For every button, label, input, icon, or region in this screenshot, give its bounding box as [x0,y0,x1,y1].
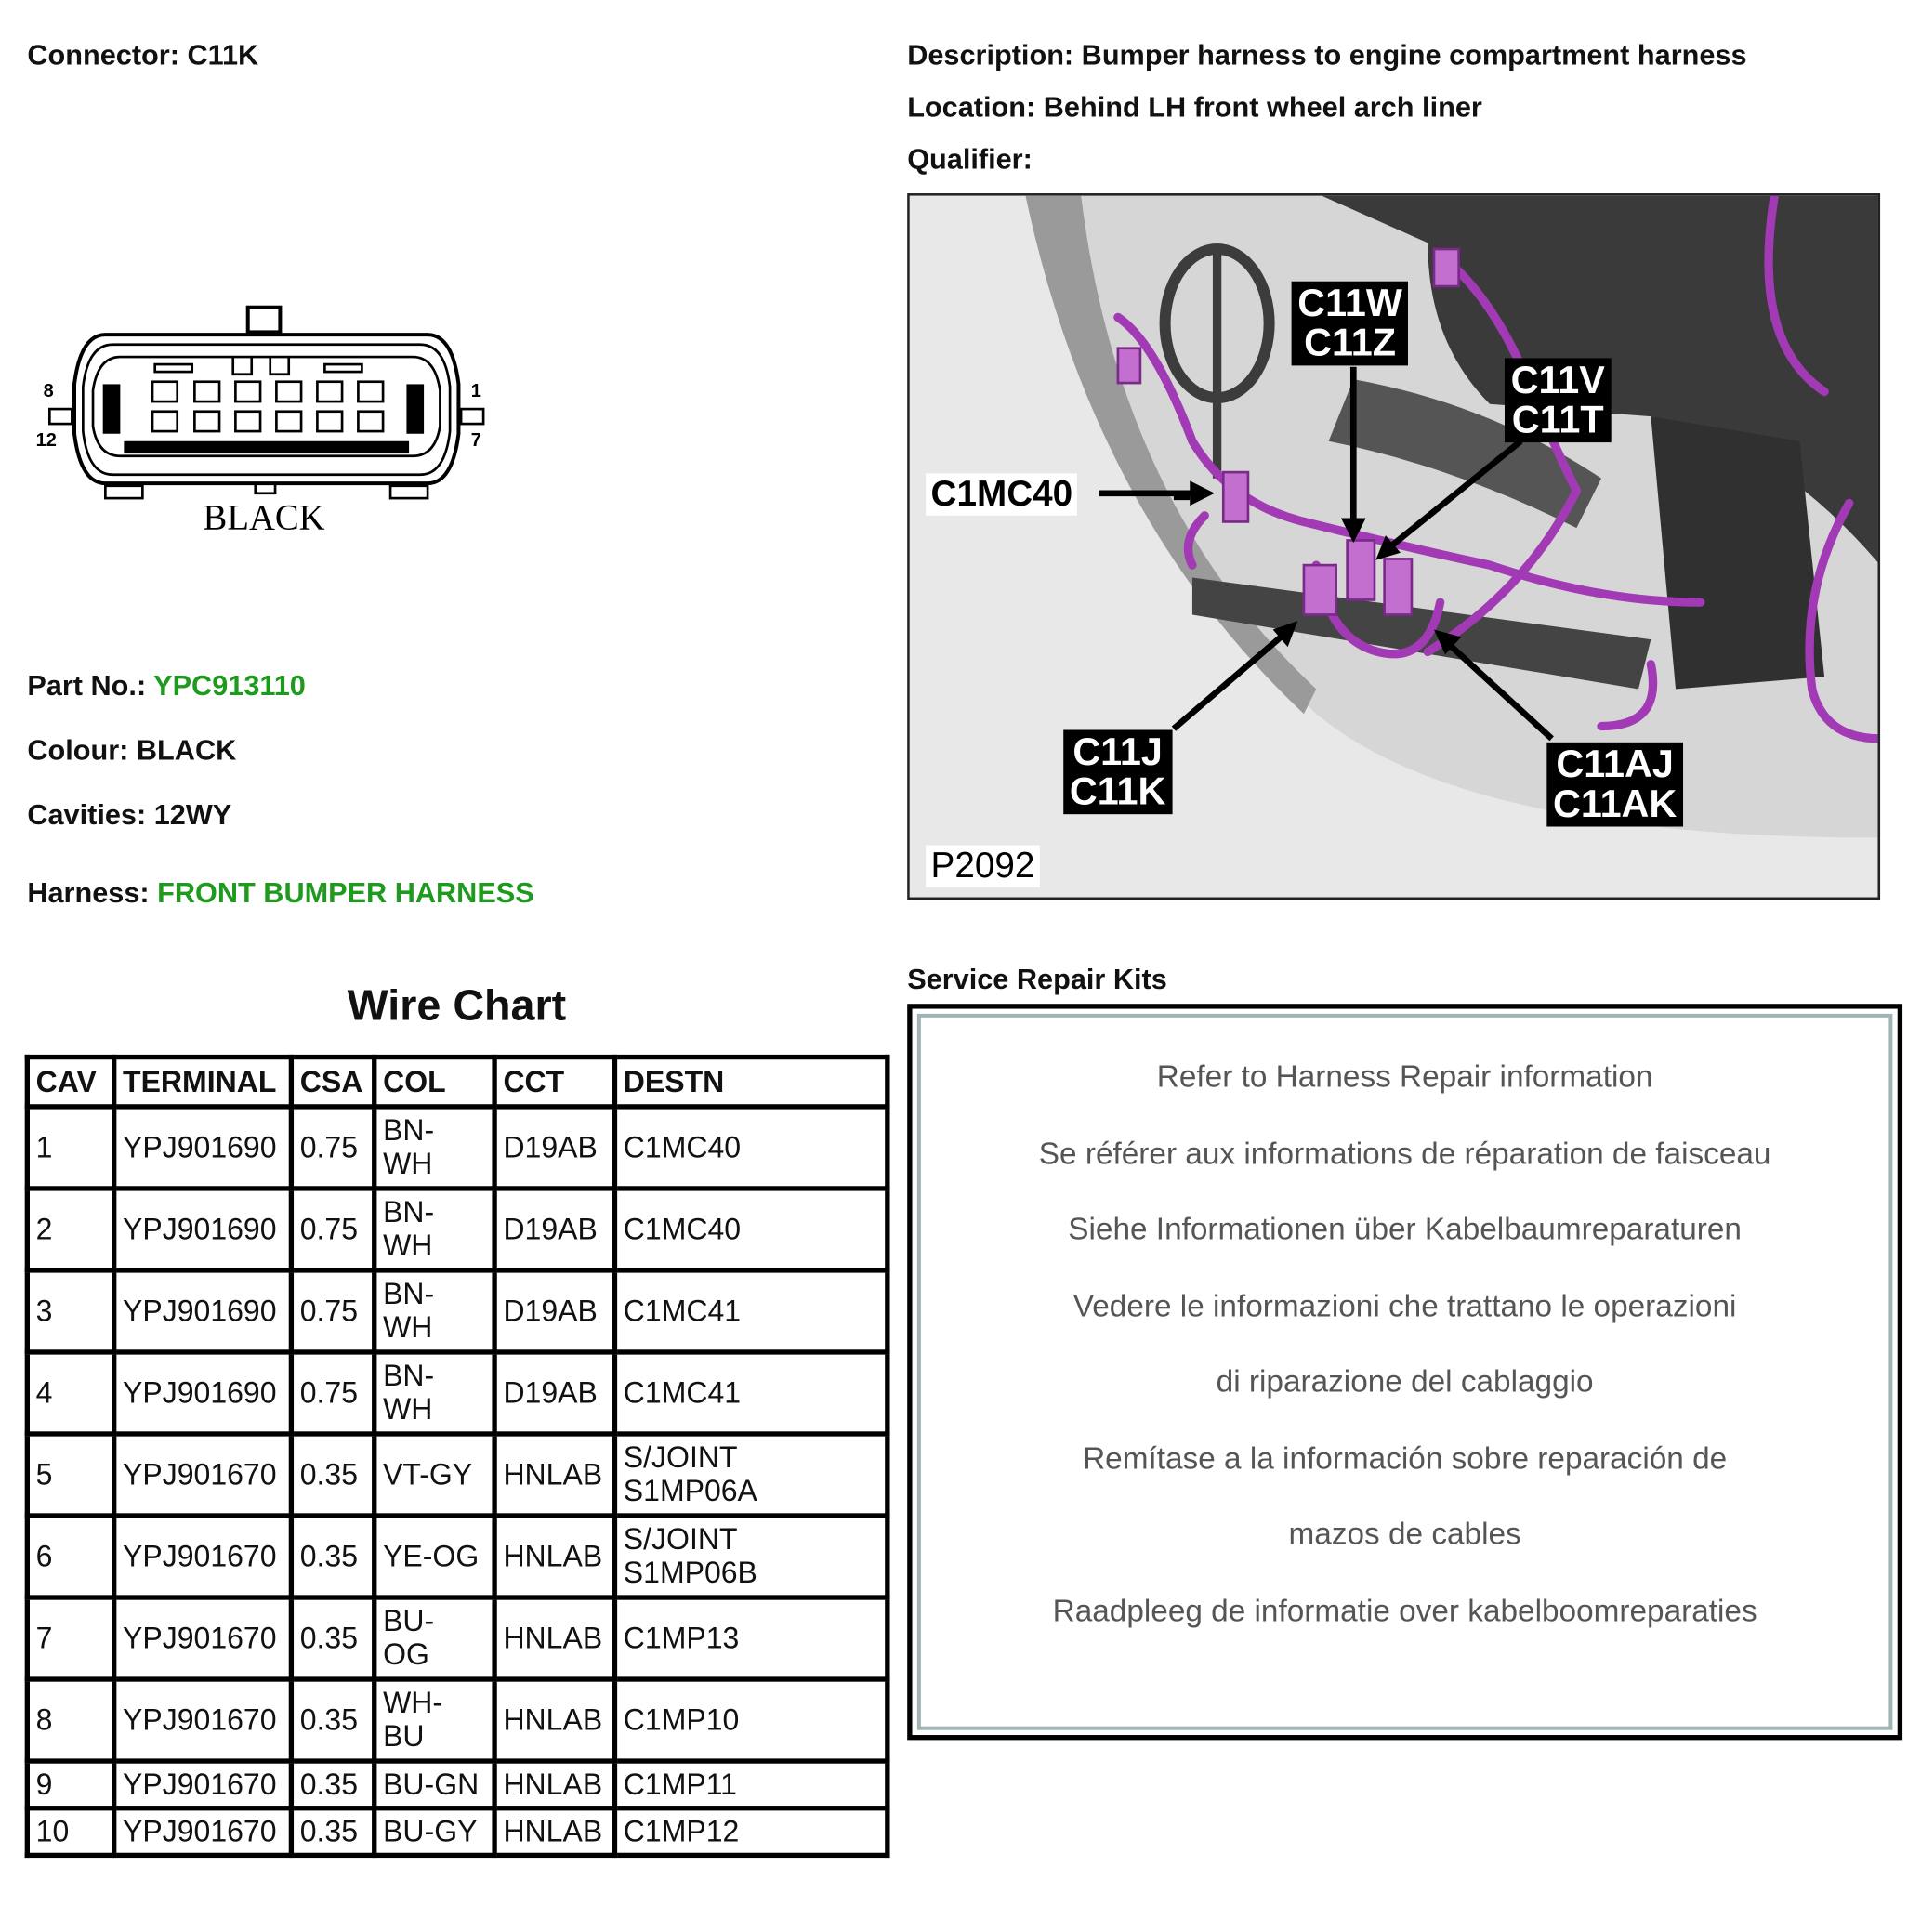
cell-terminal: YPJ901690 [114,1107,292,1189]
cell-cct: HNLAB [494,1597,614,1679]
cell-destn: C1MP13 [614,1597,887,1679]
service-repair-kits-inner [917,1014,1893,1730]
cell-destn: C1MP10 [614,1679,887,1761]
cell-terminal: YPJ901670 [114,1597,292,1679]
cell-col: BN- WH [375,1189,494,1270]
service-repair-kits-box [907,1004,1902,1740]
column-header-csa: CSA [291,1058,374,1107]
pin-label-8: 8 [43,380,54,401]
cavities-value: 12WY [153,797,232,831]
callout-c1mc40: C1MC40 [926,473,1077,515]
connector-label: Connector: [27,38,179,72]
table-row [27,1270,888,1352]
table-row [27,1352,888,1434]
wire-chart-title: Wire Chart [347,981,567,1031]
column-header-col: COL [375,1058,494,1107]
qualifier [907,142,1033,176]
part-no-value: YPC913110 [153,669,306,702]
cavities-label: Cavities: [27,797,147,831]
cell-cav: 8 [27,1679,113,1761]
colour-label: Colour: [27,733,129,767]
cell-terminal: YPJ901670 [114,1679,292,1761]
colour [27,733,236,767]
cell-cav: 1 [27,1107,113,1189]
cell-cct: HNLAB [494,1808,614,1856]
service-repair-kits-title: Service Repair Kits [907,963,1167,995]
callout-c11aj-c11ak [1546,743,1683,827]
cell-cct: HNLAB [494,1679,614,1761]
repair-info-line: Refer to Harness Repair information [1156,1059,1653,1095]
description-value: Bumper harness to engine compartment harness [1081,38,1747,72]
pin-label-7: 7 [470,430,481,452]
harness-label: Harness: [27,875,150,909]
repair-info-line: Siehe Informationen über Kabelbaumreparaturen [1068,1212,1742,1247]
table-row [27,1597,888,1679]
cell-terminal: YPJ901670 [114,1808,292,1856]
part-no-label: Part No.: [27,669,147,702]
cell-terminal: YPJ901670 [114,1434,292,1516]
cell-csa: 0.75 [291,1107,374,1189]
connector-face-diagram [31,297,502,545]
cell-col: BU-GN [375,1761,494,1808]
column-header-cav: CAV [27,1058,113,1107]
cell-terminal: YPJ901690 [114,1352,292,1434]
repair-info-line: mazos de cables [1288,1517,1521,1552]
cell-col: BN- WH [375,1352,494,1434]
cell-terminal: YPJ901690 [114,1270,292,1352]
column-header-destn: DESTN [614,1058,887,1107]
cell-cct: D19AB [494,1270,614,1352]
cell-cct: D19AB [494,1107,614,1189]
cell-col: BN- WH [375,1270,494,1352]
callout-c11aj: C11AJ [1556,742,1674,786]
cell-csa: 0.35 [291,1761,374,1808]
cell-csa: 0.35 [291,1434,374,1516]
location [907,90,1482,124]
repair-info-line: di riparazione del cablaggio [1216,1364,1594,1400]
cell-cav: 4 [27,1352,113,1434]
location-value: Behind LH front wheel arch liner [1043,90,1482,124]
harness-value: FRONT BUMPER HARNESS [157,875,534,909]
table-row [27,1189,888,1270]
cell-cav: 7 [27,1597,113,1679]
cell-cav: 10 [27,1808,113,1856]
connector-value: C11K [187,38,259,72]
cell-cav: 2 [27,1189,113,1270]
cell-cct: HNLAB [494,1434,614,1516]
repair-info-line: Se référer aux informations de réparation de faisceau [1038,1136,1771,1171]
callout-c11ak: C11AK [1553,782,1678,826]
cell-cct: HNLAB [494,1761,614,1808]
callout-c11z: C11Z [1304,321,1396,365]
cell-terminal: YPJ901670 [114,1761,292,1808]
callout-c11v-c11t [1505,358,1611,442]
pin-label-1: 1 [470,380,481,401]
cell-csa: 0.75 [291,1352,374,1434]
cell-csa: 0.35 [291,1516,374,1597]
table-row [27,1434,888,1516]
cell-terminal: YPJ901670 [114,1516,292,1597]
part-no [27,669,306,703]
description-label: Description: [907,38,1074,72]
location-photo [907,193,1880,900]
cavities [27,798,231,832]
callout-c11j: C11J [1072,729,1163,774]
cell-destn: C1MC40 [614,1107,887,1189]
connector-name [27,38,258,72]
cell-col: BU-GY [375,1808,494,1856]
photo-reference: P2092 [926,846,1040,887]
pin-label-12: 12 [35,430,57,452]
cell-destn: C1MP11 [614,1761,887,1808]
callout-c11j-c11k [1063,729,1172,814]
cell-cav: 6 [27,1516,113,1597]
cell-csa: 0.35 [291,1597,374,1679]
cell-csa: 0.75 [291,1189,374,1270]
table-row [27,1107,888,1189]
cell-col: WH- BU [375,1679,494,1761]
wire-chart-table [25,1055,890,1858]
callout-c11k: C11K [1069,769,1166,813]
table-row [27,1516,888,1597]
cell-cav: 5 [27,1434,113,1516]
cell-csa: 0.35 [291,1679,374,1761]
cell-destn: S/JOINT S1MP06A [614,1434,887,1516]
cell-destn: C1MP12 [614,1808,887,1856]
repair-info-line: Raadpleeg de informatie over kabelboomreparaties [1052,1593,1757,1628]
table-row [27,1679,888,1761]
cell-cct: HNLAB [494,1516,614,1597]
table-row [27,1808,888,1856]
cell-destn: S/JOINT S1MP06B [614,1516,887,1597]
table-header-row [27,1058,888,1107]
table-row [27,1761,888,1808]
cell-csa: 0.75 [291,1270,374,1352]
cell-destn: C1MC41 [614,1270,887,1352]
cell-destn: C1MC40 [614,1189,887,1270]
cell-col: VT-GY [375,1434,494,1516]
column-header-cct: CCT [494,1058,614,1107]
cell-csa: 0.35 [291,1808,374,1856]
colour-value: BLACK [136,733,237,767]
callout-c11w: C11W [1297,281,1402,325]
cell-col: YE-OG [375,1516,494,1597]
description [907,38,1746,72]
cell-cct: D19AB [494,1189,614,1270]
callout-c11v: C11V [1510,358,1605,402]
qualifier-label: Qualifier: [907,142,1033,176]
cell-terminal: YPJ901690 [114,1189,292,1270]
repair-info-line: Remítase a la información sobre reparación de [1083,1440,1728,1476]
cell-cct: D19AB [494,1352,614,1434]
repair-info-line: Vedere le informazioni che trattano le operazioni [1072,1288,1737,1323]
callout-c11w-c11z [1292,282,1409,366]
harness [27,876,533,910]
column-header-terminal: TERMINAL [114,1058,292,1107]
cell-destn: C1MC41 [614,1352,887,1434]
location-label: Location: [907,90,1036,124]
cell-cav: 9 [27,1761,113,1808]
cell-col: BN- WH [375,1107,494,1189]
housing-colour-text: BLACK [203,498,325,538]
cell-col: BU- OG [375,1597,494,1679]
cell-cav: 3 [27,1270,113,1352]
callout-c11t: C11T [1511,398,1604,441]
